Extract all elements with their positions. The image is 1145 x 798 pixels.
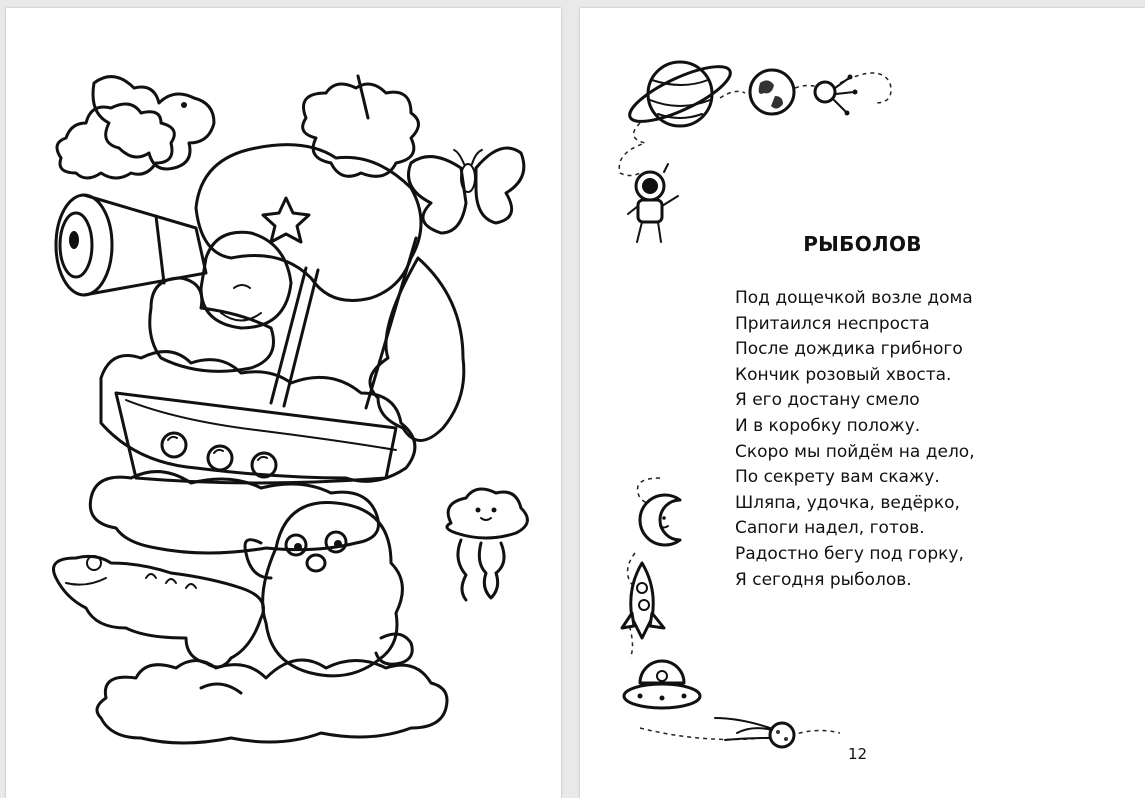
cloud-bunny-drawing (57, 77, 214, 178)
poem-line: Радостно бегу под горку, (735, 543, 964, 564)
comet-icon (715, 718, 794, 747)
coloring-page (6, 8, 561, 798)
ufo-icon (624, 661, 700, 708)
poem-line: Я его достану смело (735, 390, 920, 411)
poem-line: И в коробку положу. (735, 415, 921, 436)
poem-title: РЫБОЛОВ (803, 232, 922, 256)
poem-line: По секрету вам скажу. (735, 467, 940, 488)
poem-line: Шляпа, удочка, ведёрко, (735, 492, 960, 513)
jellyfish-cloud-drawing (447, 489, 527, 600)
poem-line: Сапоги надел, готов. (735, 518, 925, 539)
page-number: 12 (848, 745, 868, 763)
ship-drawing (101, 352, 415, 483)
earth-icon (750, 70, 794, 114)
pirate-hat-drawing (196, 145, 421, 301)
astronaut-icon (628, 164, 678, 242)
poem-line: Кончик розовый хвоста. (735, 364, 952, 385)
poem-text (735, 286, 975, 593)
rocket-icon (622, 563, 664, 638)
poem-line: После дождика грибного (735, 339, 963, 360)
saturn-icon (623, 56, 736, 131)
poem-page (580, 8, 1145, 798)
butterfly-drawing (409, 148, 524, 233)
moon-icon (640, 495, 680, 545)
bottom-cloud-drawing (97, 660, 447, 743)
penguin-drawing (245, 503, 412, 676)
poem-line: Притаился неспроста (735, 313, 930, 334)
pirate-drawing (150, 232, 416, 408)
poem-line: Скоро мы пойдём на дело, (735, 441, 975, 462)
sail-cloud-drawing (303, 76, 419, 176)
crocodile-drawing (54, 556, 264, 667)
satellite-icon (815, 75, 858, 116)
coloring-illustration (6, 8, 561, 798)
poem-line: Я сегодня рыболов. (735, 569, 912, 590)
poem-line: Под дощечкой возле дома (735, 288, 973, 308)
